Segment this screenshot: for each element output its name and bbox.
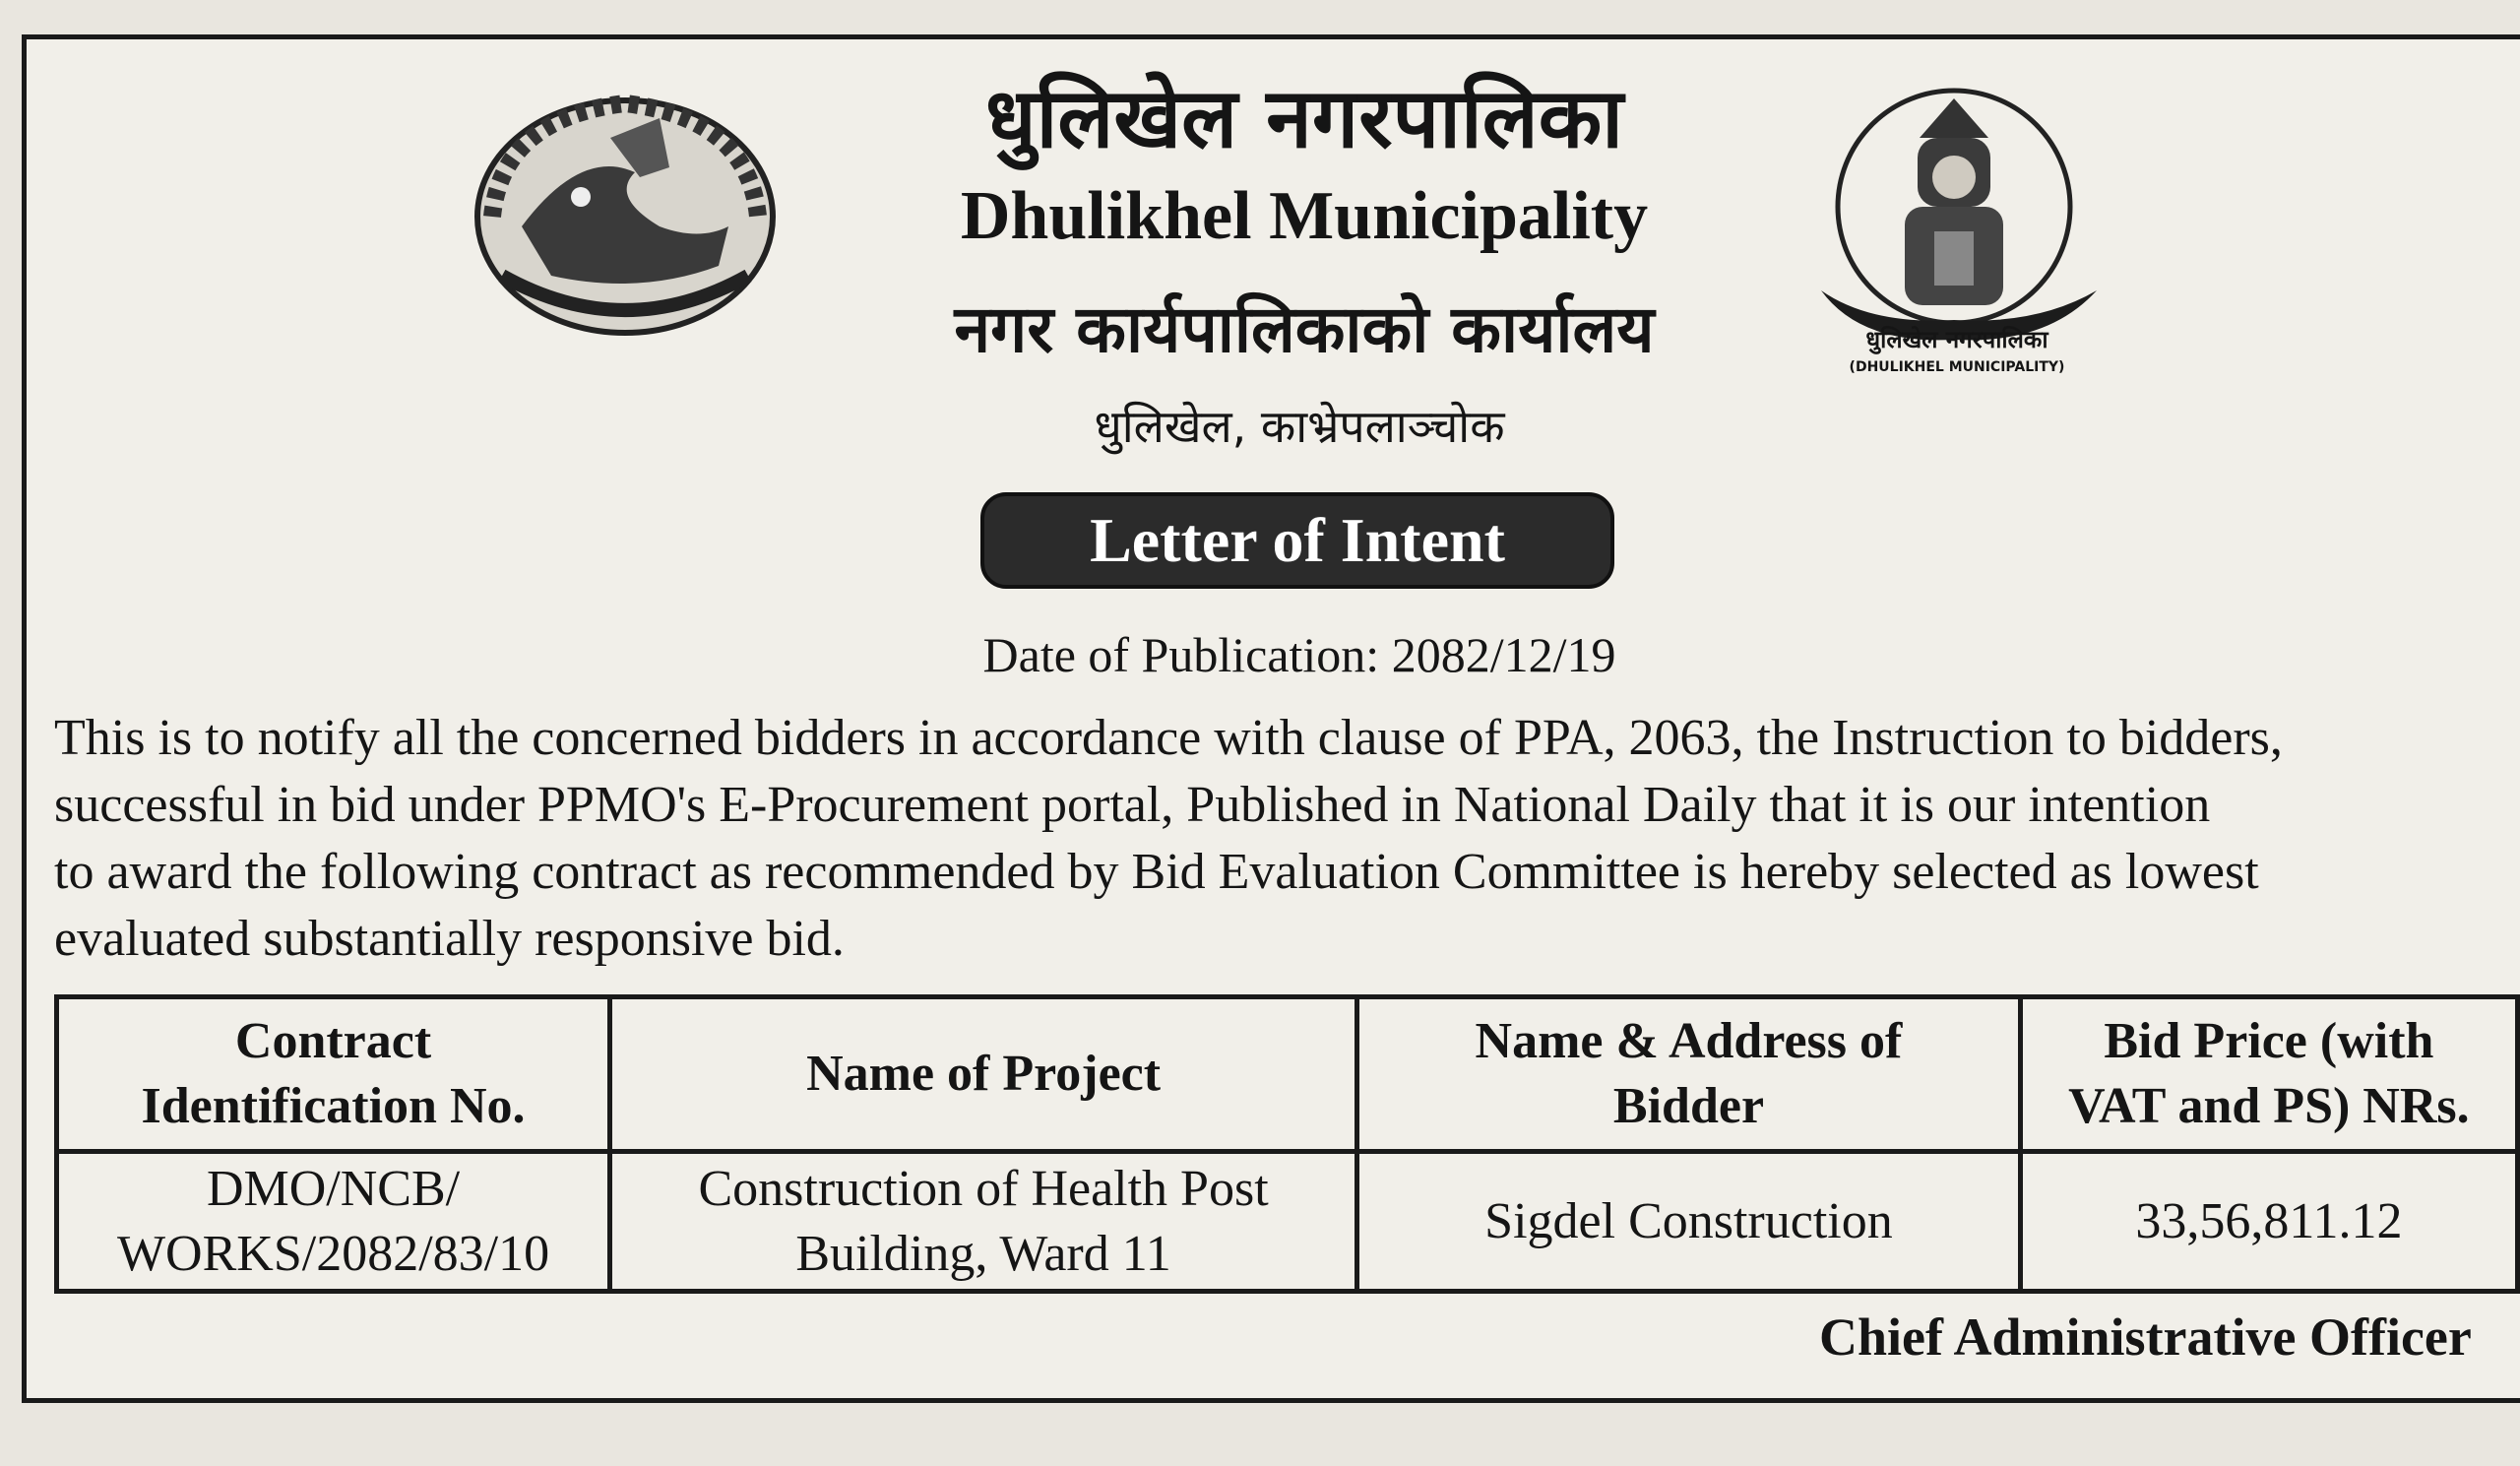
header-text: Contract bbox=[234, 1013, 432, 1069]
signoff-title: Chief Administrative Officer bbox=[1819, 1307, 2472, 1367]
header-text: Name & Address of bbox=[1475, 1013, 1903, 1069]
letter-of-intent-banner: Letter of Intent bbox=[980, 492, 1614, 589]
table-header-row bbox=[57, 997, 2518, 1152]
cell-text: 33,56,811.12 bbox=[2135, 1192, 2403, 1249]
cell-bidder bbox=[1357, 1152, 2021, 1292]
header-text: VAT and PS) NRs. bbox=[2068, 1078, 2470, 1134]
cell-text: Building, Ward 11 bbox=[795, 1225, 1171, 1282]
office-title-nepali: नगर कार्यपालिकाको कार्यालय bbox=[954, 291, 1655, 367]
notice-body-line: evaluated substantially responsive bid. bbox=[54, 911, 845, 967]
header-bidder bbox=[1357, 997, 2021, 1152]
header-text: Identification No. bbox=[141, 1078, 526, 1134]
cell-contract-id bbox=[57, 1152, 610, 1292]
header-text: Bid Price (with bbox=[2104, 1013, 2434, 1069]
municipality-title-nepali: धुलिखेल नगरपालिका bbox=[985, 70, 1623, 166]
header-text: Bidder bbox=[1612, 1078, 1765, 1134]
nepal-government-emblem-icon bbox=[463, 79, 788, 354]
address-nepali: धुलिखेल, काभ्रेपलाञ्चोक bbox=[1094, 400, 1505, 453]
notice-body-line: successful in bid under PPMO's E-Procurement portal, Published in National Daily that it is our intention bbox=[54, 777, 2211, 833]
notice-body-line: to award the following contract as recommended by Bid Evaluation Committee is hereby selected as lowest bbox=[54, 844, 2259, 900]
cell-text: WORKS/2082/83/10 bbox=[116, 1225, 550, 1282]
publication-date: Date of Publication: 2082/12/19 bbox=[982, 627, 1616, 682]
cell-text: DMO/NCB/ bbox=[206, 1160, 461, 1217]
cell-text: Construction of Health Post bbox=[698, 1160, 1269, 1217]
logo-caption-nepali: धुलिखेल नगरपालिका bbox=[1865, 326, 2048, 353]
logo-caption-english: (DHULIKHEL MUNICIPALITY) bbox=[1849, 359, 2065, 375]
bid-table bbox=[54, 994, 2520, 1294]
cell-bid-price bbox=[2020, 1152, 2517, 1292]
notice-body-line: This is to notify all the concerned bidders in accordance with clause of PPA, 2063, the Instruction to bidders, bbox=[54, 710, 2283, 766]
header-contract-id bbox=[57, 997, 610, 1152]
municipality-title-english: Dhulikhel Municipality bbox=[960, 178, 1649, 254]
header-bid-price bbox=[2020, 997, 2517, 1152]
cell-text: Sigdel Construction bbox=[1484, 1192, 1893, 1249]
cell-project-name bbox=[610, 1152, 1357, 1292]
header-project-name bbox=[610, 997, 1357, 1152]
notice-body bbox=[54, 705, 2520, 973]
table-row bbox=[57, 1152, 2518, 1292]
header-text: Name of Project bbox=[806, 1046, 1162, 1102]
